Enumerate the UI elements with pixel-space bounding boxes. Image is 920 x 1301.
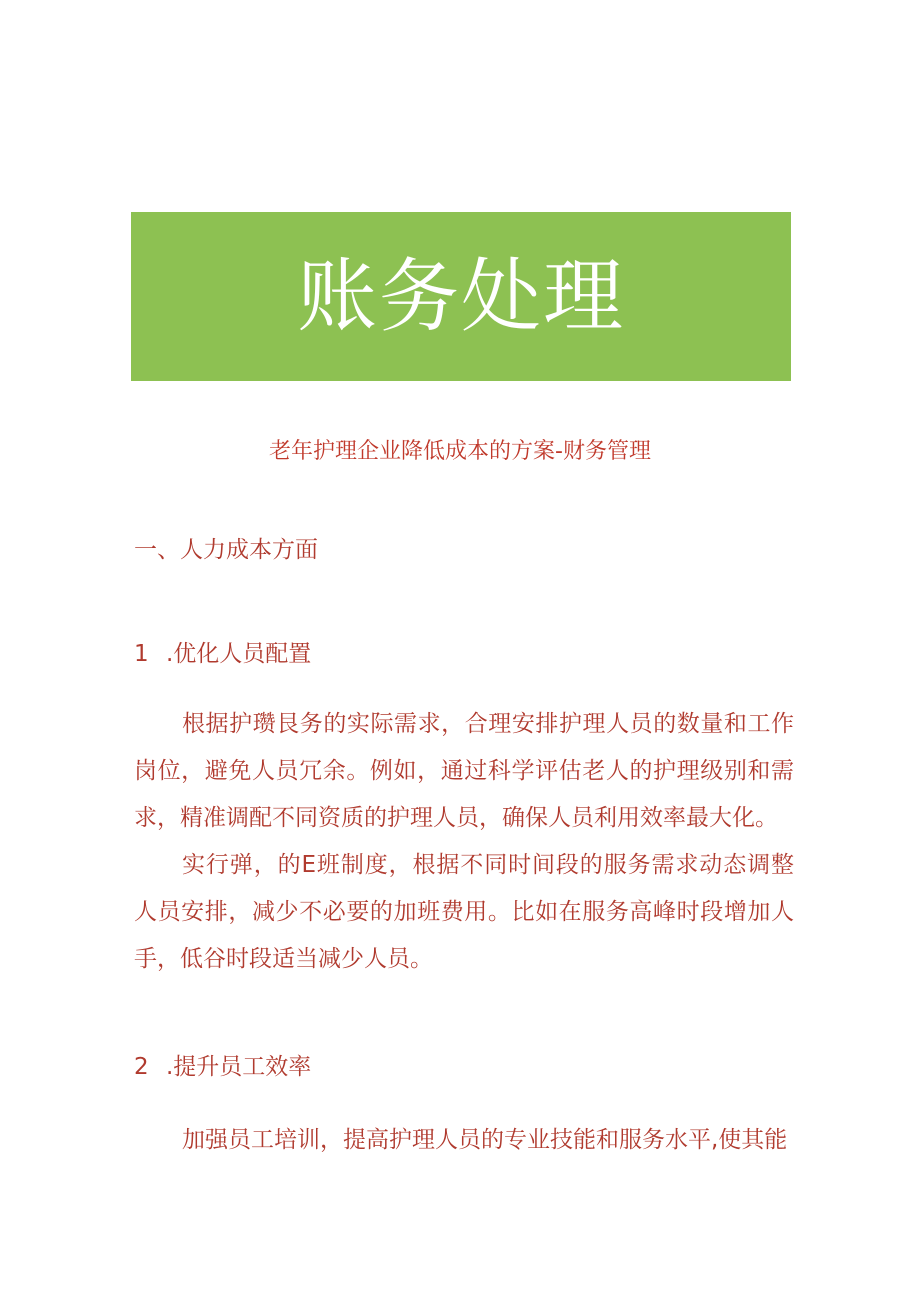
sub-heading-title: .提升员工效率 <box>166 1054 312 1080</box>
sub-heading-number: 2 <box>134 1054 149 1080</box>
section-heading-1: 一、人力成本方面 <box>134 537 318 563</box>
document-subtitle: 老年护理企业降低成本的方案-财务管理 <box>269 439 651 464</box>
paragraph: 实行弹，的E班制度，根据不同时间段的服务需求动态调整人员安排，减少不必要的加班费用。比如在服务高峰时段增加人手，低谷时段适当减少人员。 <box>134 852 794 972</box>
title-banner <box>131 212 791 381</box>
paragraph: 加强员工培训，提高护理人员的专业技能和服务水平,使其能 <box>182 1127 788 1153</box>
sub-heading-number: 1 <box>134 641 149 667</box>
sub-heading-1 <box>134 638 311 670</box>
banner-title: 账务处理 <box>297 249 625 343</box>
paragraph: 根据护瓒艮务的实际需求，合理安排护理人员的数量和工作岗位，避免人员冗余。例如，通过科学评估老人的护理级别和需求，精准调配不同资质的护理人员，确保人员利用效率最大化。 <box>134 711 794 831</box>
sub-heading-title: .优化人员配置 <box>166 641 312 667</box>
sub-heading-2 <box>134 1051 311 1083</box>
